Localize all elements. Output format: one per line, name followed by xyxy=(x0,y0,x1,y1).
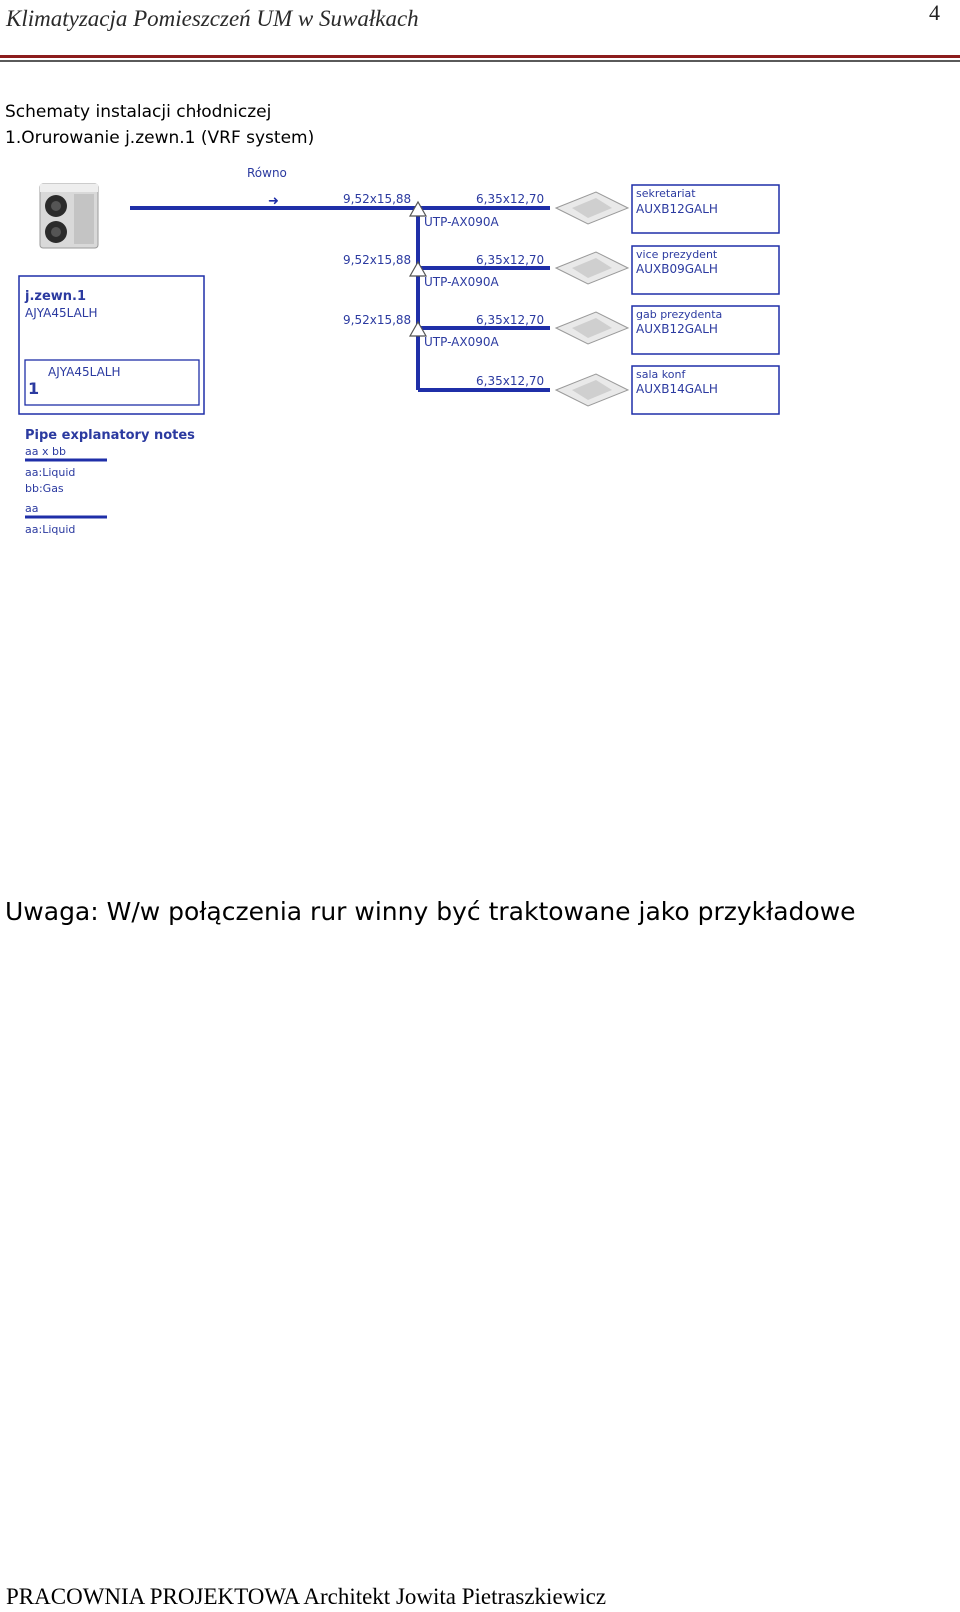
indoor-unit-box-1 xyxy=(632,185,779,233)
legend-line1-desc2: bb:Gas xyxy=(25,482,64,495)
outdoor-unit-name: j.zewn.1 xyxy=(25,289,87,304)
branch-kit-label-3: UTP-AX090A xyxy=(424,335,499,349)
section-heading: Schematy instalacji chłodniczej xyxy=(5,102,272,122)
branch-kit-label-1: UTP-AX090A xyxy=(424,215,499,229)
cassette-unit-4 xyxy=(556,374,628,406)
outdoor-unit-number: 1 xyxy=(28,379,40,398)
branch-pipe-size-2: 6,35x12,70 xyxy=(476,253,545,267)
unit-model-3: AUXB12GALH xyxy=(636,322,718,336)
page-number: 4 xyxy=(929,0,940,25)
outdoor-unit-box xyxy=(19,276,204,414)
main-pipe-size-2: 9,52x15,88 xyxy=(343,253,412,267)
outdoor-unit-model: AJYA45LALH xyxy=(25,306,98,320)
cassette-unit-3 xyxy=(556,312,628,344)
unit-model-1: AUXB12GALH xyxy=(636,202,718,216)
unit-model-2: AUXB09GALH xyxy=(636,262,718,276)
header-rule-secondary xyxy=(0,60,960,62)
flow-arrow: ➜ xyxy=(268,194,279,209)
room-name-2: vice prezydent xyxy=(636,248,718,261)
legend-line2-desc: aa:Liquid xyxy=(25,523,76,536)
pipe-legend xyxy=(25,428,195,536)
outdoor-unit-inner-model: AJYA45LALH xyxy=(48,365,121,379)
outdoor-unit-graphic xyxy=(40,184,98,248)
header-title: Klimatyzacja Pomieszczeń UM w Suwałkach xyxy=(6,6,419,31)
subsection-heading: 1.Orurowanie j.zewn.1 (VRF system) xyxy=(5,128,315,148)
note-text: Uwaga: W/w połączenia rur winny być traktowane jako przykładowe xyxy=(5,897,856,926)
header-rule xyxy=(0,55,960,58)
branch-pipe-size-3: 6,35x12,70 xyxy=(476,313,545,327)
main-pipe-size-3: 9,52x15,88 xyxy=(343,313,412,327)
room-name-3: gab prezydenta xyxy=(636,308,723,321)
unit-model-4: AUXB14GALH xyxy=(636,382,718,396)
branch-kit-label-2: UTP-AX090A xyxy=(424,275,499,289)
legend-line2-label: aa xyxy=(25,502,39,515)
vrf-piping-diagram xyxy=(0,160,960,560)
room-name-4: sala konf xyxy=(636,368,686,381)
room-name-1: sekretariat xyxy=(636,187,696,200)
indoor-unit-box-3 xyxy=(632,306,779,354)
indoor-unit-box-2 xyxy=(632,246,779,294)
cassette-unit-1 xyxy=(556,192,628,224)
legend-title: Pipe explanatory notes xyxy=(25,428,195,443)
cassette-unit-2 xyxy=(556,252,628,284)
flow-label: Równo xyxy=(247,166,287,180)
branch-pipe-size-1: 6,35x12,70 xyxy=(476,192,545,206)
footer-text: PRACOWNIA PROJEKTOWA Architekt Jowita Pietraszkiewicz xyxy=(6,1584,607,1609)
indoor-unit-box-4 xyxy=(632,366,779,414)
legend-line1-label: aa x bb xyxy=(25,445,66,458)
legend-line1-desc1: aa:Liquid xyxy=(25,466,76,479)
main-pipe-size-1: 9,52x15,88 xyxy=(343,192,412,206)
branch-pipe-size-4: 6,35x12,70 xyxy=(476,374,545,388)
